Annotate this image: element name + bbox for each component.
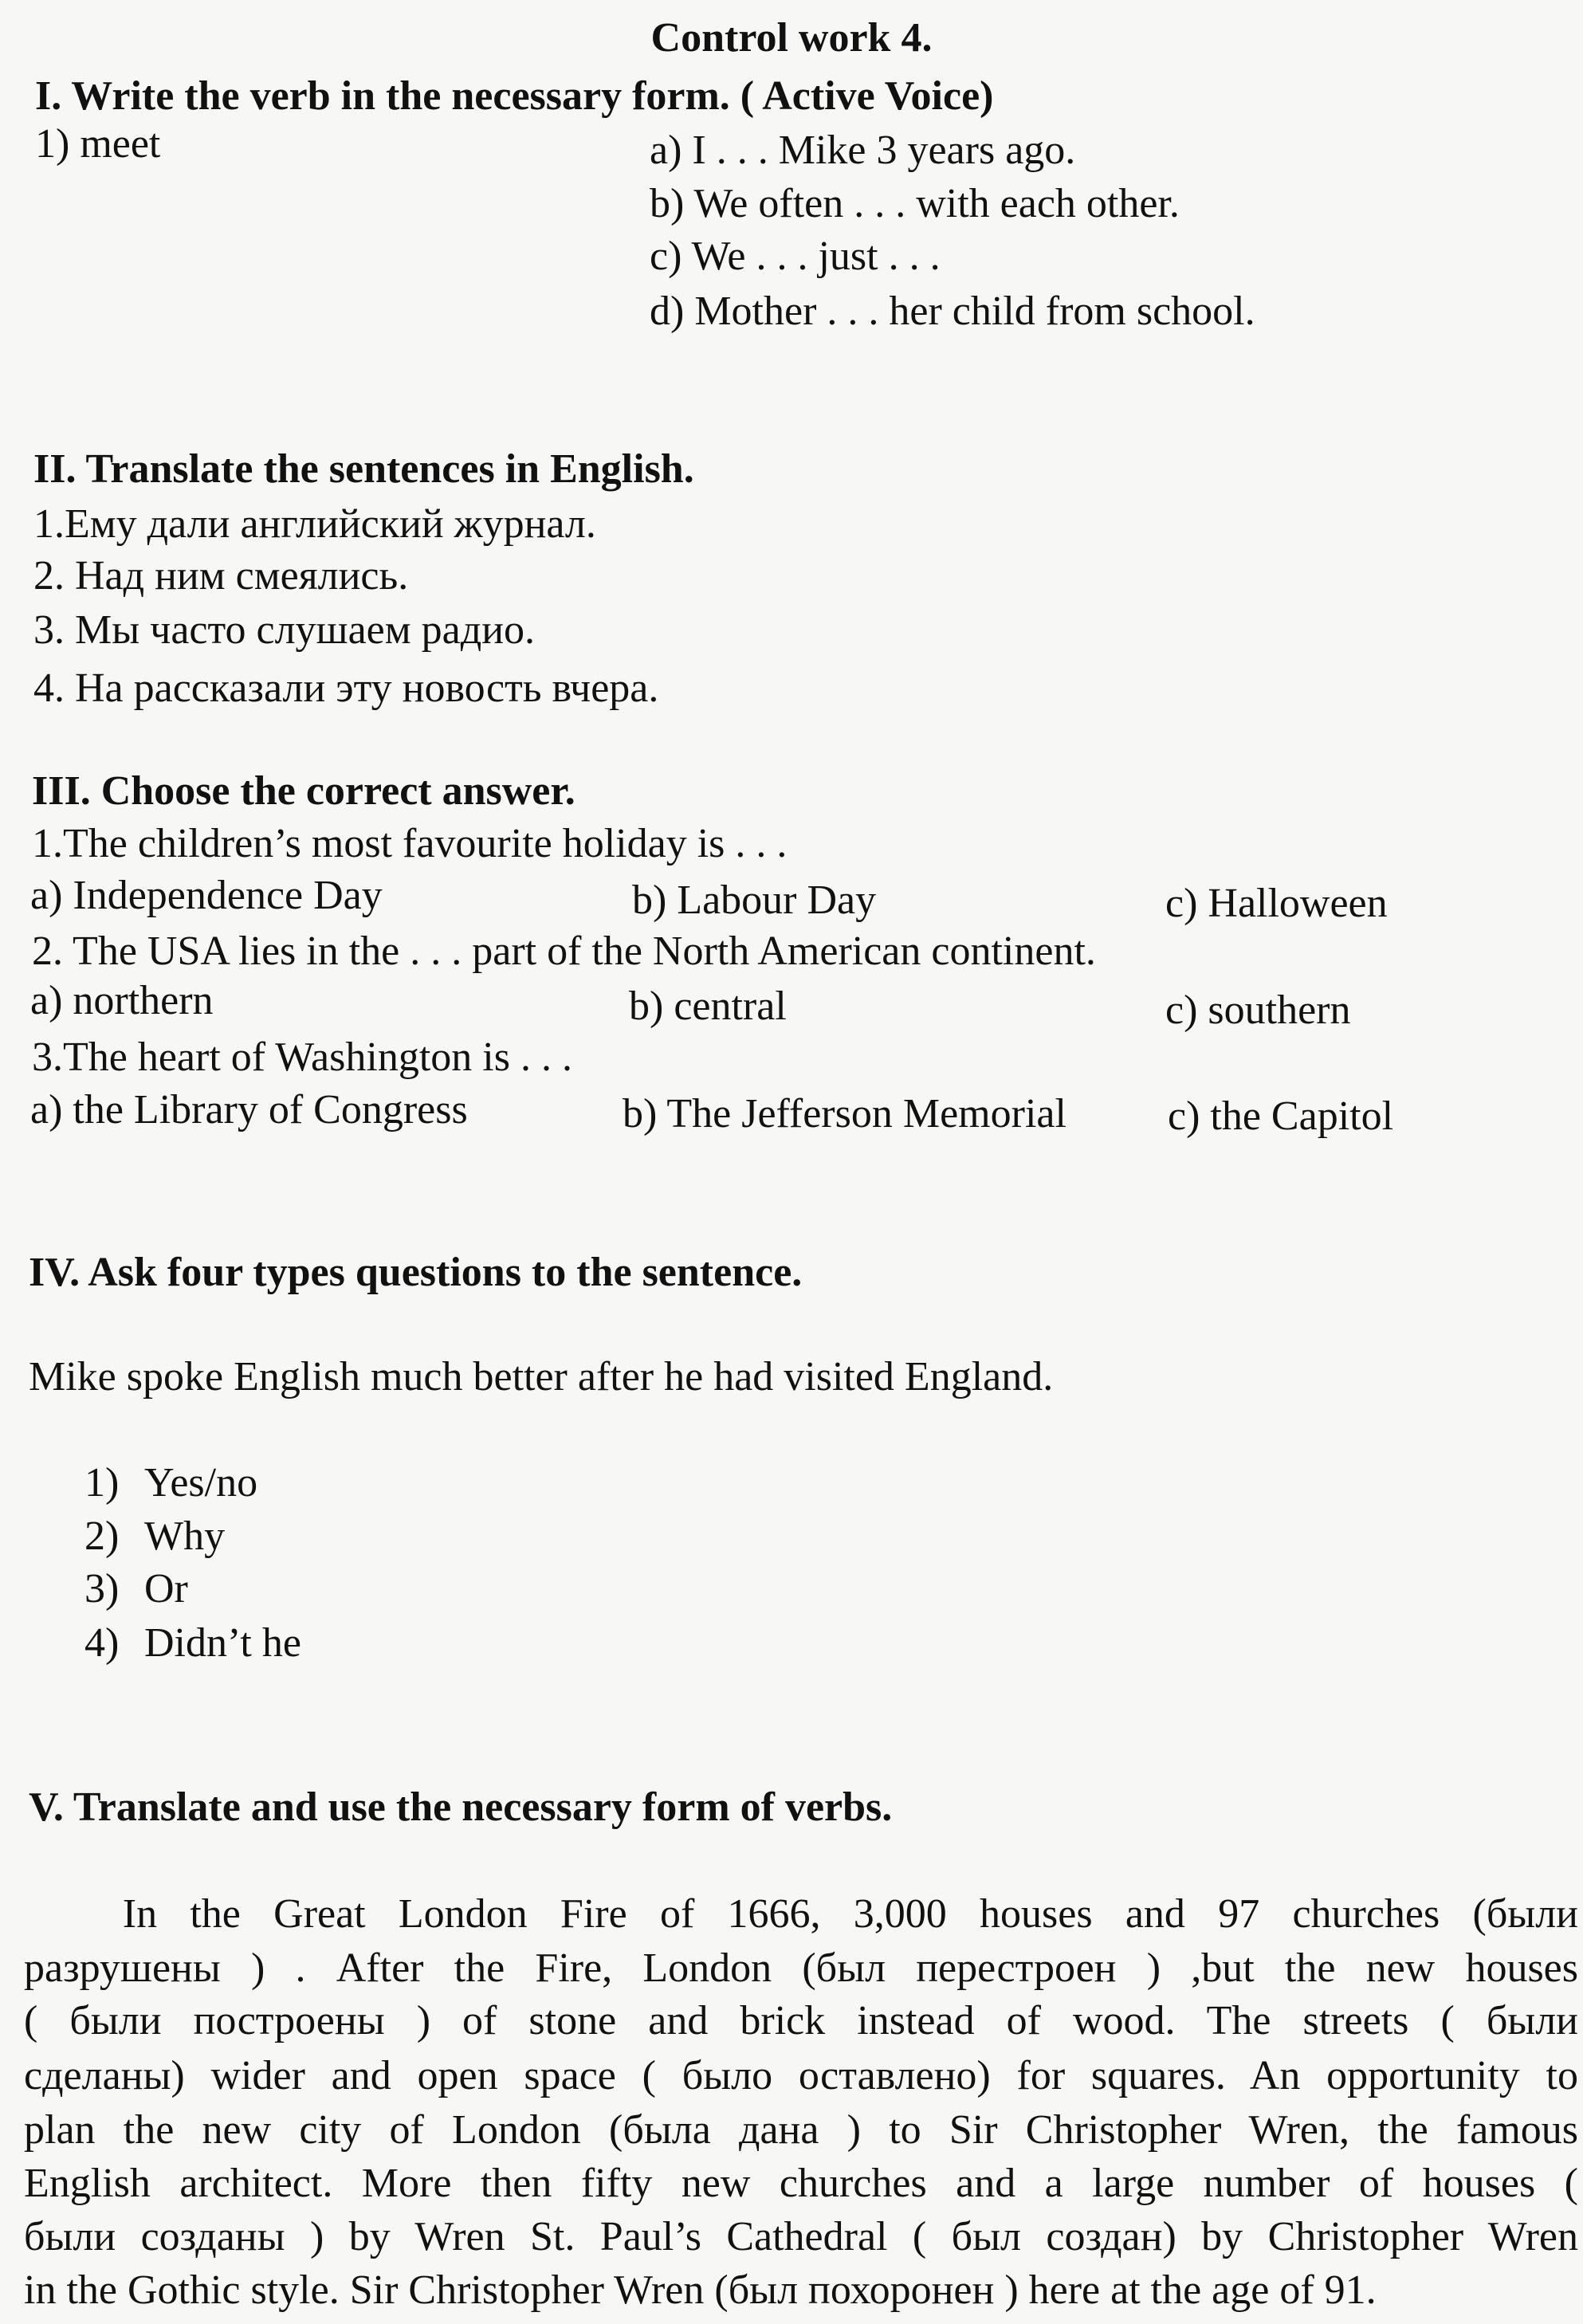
section-2-item: 3. Мы часто слушаем радио. [33, 607, 536, 653]
question-type-number: 4) [84, 1620, 120, 1666]
question-type-number: 1) [84, 1460, 120, 1505]
answer-option-a: a) Independence Day [30, 873, 383, 918]
paragraph-line: разрушены ) . After the Fire, London (был перестроен ) ,but the new houses [24, 1945, 1578, 1991]
question-type-number: 2) [84, 1513, 120, 1559]
section-4-heading: IV. Ask four types questions to the sentence. [29, 1250, 803, 1295]
section-2-item: 4. На рассказали эту новость вчера. [33, 665, 659, 711]
question-type-label: Yes/no [144, 1460, 258, 1505]
answer-option-a: a) the Library of Congress [30, 1087, 468, 1133]
question-type-label: Or [144, 1566, 188, 1611]
section-4-sentence: Mike spoke English much better after he had visited England. [29, 1354, 1054, 1400]
answer-option-b: b) The Jefferson Memorial [623, 1091, 1066, 1136]
paragraph-line: In the Great London Fire of 1666, 3,000 houses and 97 churches (были [24, 1891, 1578, 1937]
question-type-label: Why [144, 1513, 226, 1559]
page-title: Control work 4. [650, 15, 933, 61]
paragraph-line: in the Gothic style. Sir Christopher Wren (был похоронен ) here at the age of 91. [24, 2267, 1377, 2313]
paragraph-line: сделаны) wider and open space ( было оставлено) for squares. An opportunity to [24, 2053, 1578, 2098]
answer-option-c: c) Halloween [1165, 881, 1388, 926]
section-1-item: a) I . . . Mike 3 years ago. [650, 128, 1076, 173]
answer-option-c: c) southern [1165, 987, 1351, 1033]
question-text: 1.The children’s most favourite holiday is . . . [32, 821, 788, 866]
question-text: 2. The USA lies in the . . . part of the North American continent. [32, 928, 1096, 974]
section-2-item: 2. Над ним смеялись. [33, 553, 409, 599]
section-2-item: 1.Ему дали английский журнал. [33, 501, 596, 547]
answer-option-a: a) northern [30, 978, 214, 1023]
answer-option-b: b) Labour Day [632, 877, 877, 923]
question-type-label: Didn’t he [144, 1620, 301, 1666]
paragraph-line: были созданы ) by Wren St. Paul’s Cathedral ( был создан) by Christopher Wren [24, 2214, 1578, 2259]
paragraph-line: plan the new city of London (была дана ) to Sir Christopher Wren, the famous [24, 2107, 1578, 2153]
section-1-heading: I. Write the verb in the necessary form. ( Active Voice) [35, 73, 994, 119]
section-1-verb: 1) meet [35, 121, 161, 167]
section-2-heading: II. Translate the sentences in English. [33, 446, 694, 492]
section-3-heading: III. Choose the correct answer. [32, 768, 575, 814]
answer-option-b: b) central [629, 983, 787, 1029]
paragraph-line: English architect. More then fifty new churches and a large number of houses ( [24, 2161, 1578, 2206]
section-1-item: d) Mother . . . her child from school. [650, 289, 1255, 334]
answer-option-c: c) the Capitol [1168, 1093, 1394, 1139]
section-1-item: c) We . . . just . . . [650, 234, 941, 279]
section-1-item: b) We often . . . with each other. [650, 181, 1180, 226]
section-5-heading: V. Translate and use the necessary form of verbs. [29, 1784, 893, 1830]
question-text: 3.The heart of Washington is . . . [32, 1034, 572, 1080]
question-type-number: 3) [84, 1566, 120, 1611]
paragraph-line: ( были построены ) of stone and brick instead of wood. The streets ( были [24, 1998, 1578, 2043]
